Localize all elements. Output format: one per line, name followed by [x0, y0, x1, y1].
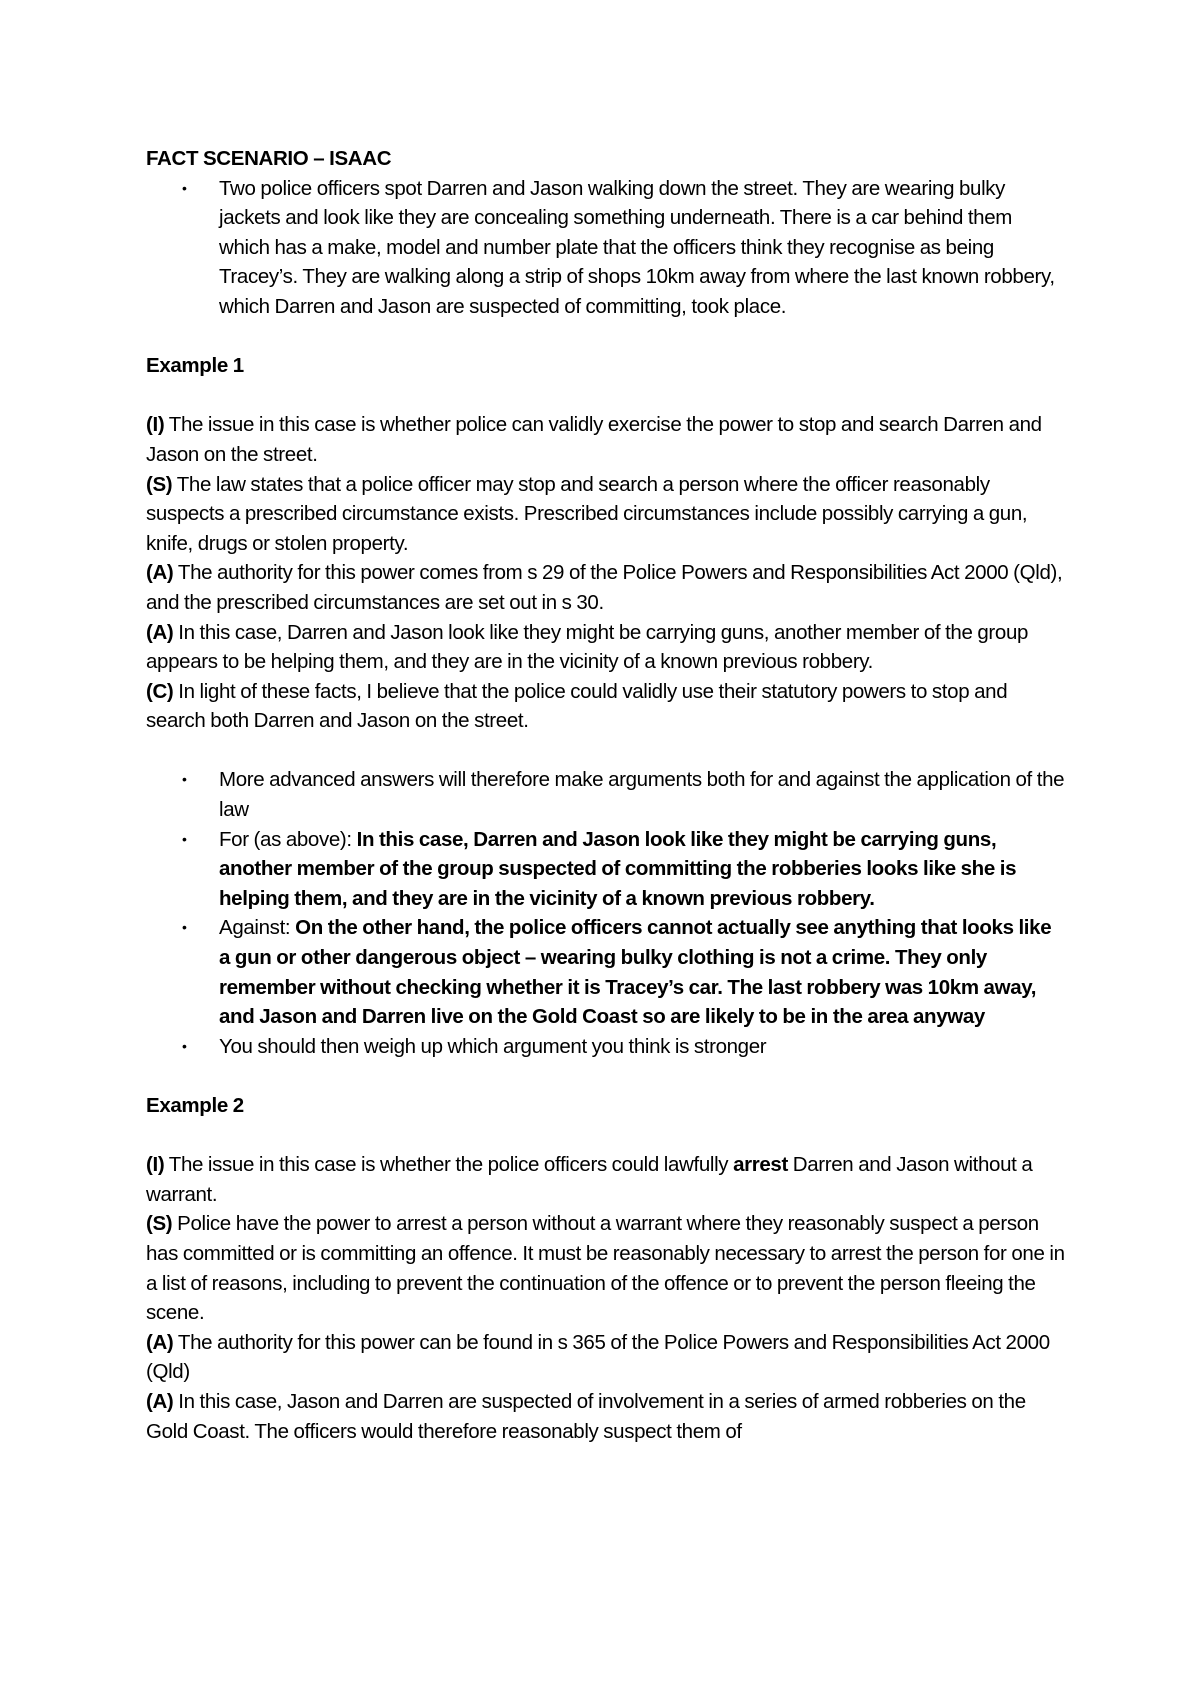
fact-scenario-text: Two police officers spot Darren and Jason walking down the street. They are wearing bulky jackets and look like they are concealing something underneath. There is a car behind them which has a make, model and number plate that the officers think they recognise as being Tracey’s. They are walking along a strip of shops 10km away from where the last known robbery, which Darren and Jason are suspected of committing, took place.	[219, 176, 1055, 318]
bullet-glyph: •	[182, 919, 187, 936]
fact-scenario-item	[146, 174, 1066, 322]
bullet-glyph: •	[182, 1037, 187, 1054]
list-item-text: More advanced answers will therefore make arguments both for and against the application of the law	[219, 768, 1065, 822]
example-1-conclusion	[146, 677, 1066, 736]
example-1-issue	[146, 410, 1066, 469]
list-item	[146, 765, 1066, 824]
list-item-bold-text: In this case, Darren and Jason look like they might be carrying guns, another member of the group suspected of committing the robberies looks like she is helping them, and they are in the vicinity of a known previous robbery.	[219, 827, 1017, 910]
list-item-bold-text: On the other hand, the police officers cannot actually see anything that looks like a gun or other dangerous object – wearing bulky clothing is not a crime. They only remember without checking whether it is Tracey’s car. The last robbery was 10km away, and Jason and Darren live on the Gold Coast so are likely to be in the area anyway	[219, 916, 1052, 1029]
irac-marker: (A)	[146, 620, 174, 644]
list-item-lead: Against:	[219, 916, 296, 940]
list-item	[146, 913, 1066, 1031]
emphasis-text: arrest	[733, 1153, 788, 1177]
example-2-statement	[146, 1209, 1066, 1327]
paragraph-text: The authority for this power comes from s 29 of the Police Powers and Responsibilities Act 2000 (Qld), and the prescribed circumstances are set out in s 30.	[146, 561, 1063, 614]
fact-scenario-heading: FACT SCENARIO – ISAAC	[146, 147, 392, 170]
paragraph-text: The issue in this case is whether police can validly exercise the power to stop and search Darren and Jason on the street.	[146, 413, 1042, 466]
example-2-issue	[146, 1150, 1066, 1209]
example-2-heading: Example 2	[146, 1094, 244, 1117]
paragraph-text: The issue in this case is whether the police officers could lawfully	[164, 1153, 734, 1177]
irac-marker: (A)	[146, 561, 174, 585]
example-2-authority	[146, 1328, 1066, 1387]
paragraph-text: In light of these facts, I believe that the police could validly use their statutory powers to stop and search both Darren and Jason on the street.	[146, 679, 1008, 733]
example-1-application	[146, 618, 1066, 677]
list-item	[146, 1032, 1066, 1062]
irac-marker: (A)	[146, 1389, 174, 1413]
list-item	[146, 825, 1066, 914]
paragraph-text: In this case, Darren and Jason look like they might be carrying guns, another member of the group appears to be helping them, and they are in the vicinity of a known previous robbery.	[146, 620, 1029, 674]
example-2-application	[146, 1387, 1066, 1446]
paragraph-text: The law states that a police officer may stop and search a person where the officer reasonably suspects a prescribed circumstance exists. Prescribed circumstances include possibly carrying a gun, knife, drugs or stolen property.	[146, 472, 1028, 555]
bullet-glyph: •	[182, 830, 187, 847]
fact-scenario-list	[146, 174, 1066, 322]
irac-marker: (C)	[146, 679, 174, 703]
example-1-heading: Example 1	[146, 354, 244, 378]
paragraph-text: Police have the power to arrest a person without a warrant where they reasonably suspect a person has committed or is committing an offence. It must be reasonably necessary to arrest the person for one in a list of reasons, including to prevent the continuation of the offence or to prevent the person fleeing the scene.	[146, 1212, 1065, 1325]
example-1-statement	[146, 470, 1066, 559]
irac-marker: (A)	[146, 1330, 174, 1354]
irac-marker: (S)	[146, 1212, 173, 1236]
paragraph-text: Darren and Jason without a warrant.	[146, 1153, 1033, 1206]
list-item-text: You should then weigh up which argument you think is stronger	[219, 1034, 767, 1058]
irac-marker: (S)	[146, 472, 173, 496]
bullet-glyph: •	[182, 179, 187, 196]
irac-marker: (I)	[146, 413, 165, 437]
example-1-arguments-list	[146, 765, 1066, 1061]
bullet-glyph: •	[182, 771, 187, 788]
paragraph-text: The authority for this power can be found in s 365 of the Police Powers and Responsibilities Act 2000 (Qld)	[146, 1330, 1050, 1384]
irac-marker: (I)	[146, 1153, 165, 1177]
paragraph-text: In this case, Jason and Darren are suspected of involvement in a series of armed robberies on the Gold Coast. The officers would therefore reasonably suspect them of	[146, 1389, 1026, 1443]
document-body	[146, 144, 1066, 1446]
list-item-lead: For (as above):	[219, 827, 357, 851]
example-1-authority	[146, 558, 1066, 617]
